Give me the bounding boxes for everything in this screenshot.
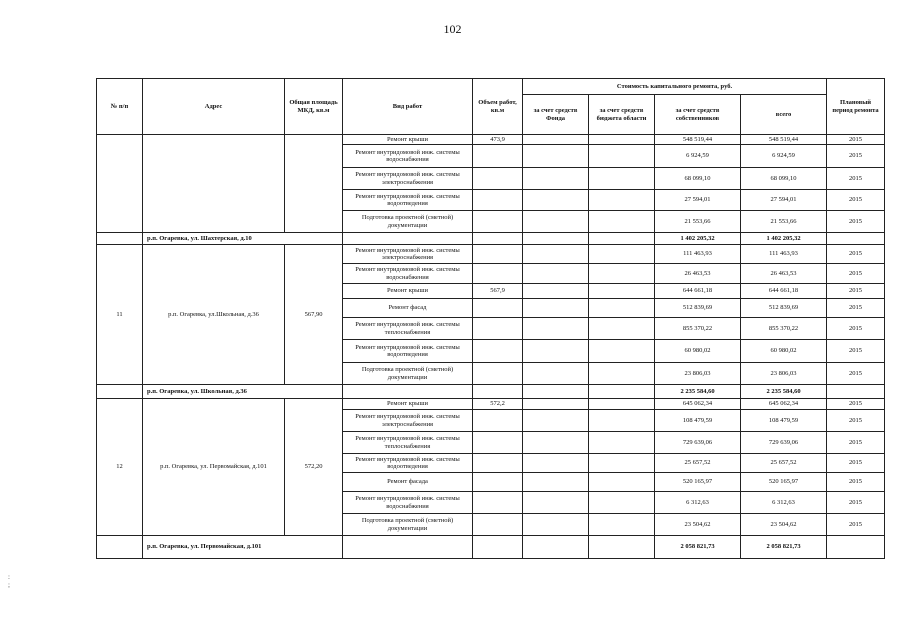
margin-scan-mark: : ; [8, 573, 10, 589]
total-cell: 548 519,44 [741, 135, 827, 145]
header-address: Адрес [143, 79, 285, 135]
row-number: 11 [97, 245, 143, 385]
header-cost-group: Стоимость капитального ремонта, руб. [523, 79, 827, 95]
header-total: всего [741, 95, 827, 135]
total-cell: 6 312,63 [741, 492, 827, 514]
year-cell: 2015 [827, 284, 885, 299]
header-volume: Объем работ, кв.м [473, 79, 523, 135]
capital-repair-table [96, 78, 885, 559]
owners-cell: 111 463,93 [655, 245, 741, 264]
subtotal-owners: 2 058 821,73 [655, 536, 741, 559]
total-cell: 520 165,97 [741, 473, 827, 492]
work-cell: Ремонт внутридомовой инж. системы электроснабжения [343, 168, 473, 190]
total-cell: 60 980,02 [741, 340, 827, 363]
owners-cell: 68 099,10 [655, 168, 741, 190]
owners-cell: 21 553,66 [655, 211, 741, 233]
owners-cell: 548 519,44 [655, 135, 741, 145]
subtotal-row [97, 536, 885, 559]
total-cell: 25 657,52 [741, 454, 827, 473]
owners-cell: 23 504,62 [655, 514, 741, 536]
subtotal-owners: 2 235 584,60 [655, 385, 741, 399]
owners-cell: 26 463,53 [655, 264, 741, 284]
year-cell: 2015 [827, 454, 885, 473]
year-cell: 2015 [827, 492, 885, 514]
owners-cell: 23 806,03 [655, 363, 741, 385]
area-cell: 567,90 [285, 245, 343, 385]
subtotal-row [97, 233, 885, 245]
total-cell: 23 806,03 [741, 363, 827, 385]
total-cell: 729 639,06 [741, 432, 827, 454]
total-cell: 23 504,62 [741, 514, 827, 536]
owners-cell: 6 312,63 [655, 492, 741, 514]
work-cell: Подготовка проектной (сметной) документации [343, 514, 473, 536]
year-cell: 2015 [827, 363, 885, 385]
work-cell: Ремонт внутридомовой инж. системы теплоснабжения [343, 318, 473, 340]
subtotal-owners: 1 402 205,32 [655, 233, 741, 245]
total-cell: 644 661,18 [741, 284, 827, 299]
work-cell: Ремонт крыши [343, 135, 473, 145]
page-number: 102 [443, 22, 462, 36]
work-cell: Ремонт фасада [343, 473, 473, 492]
owners-cell: 108 479,59 [655, 410, 741, 432]
header-num: № п/п [97, 79, 143, 135]
owners-cell: 855 370,22 [655, 318, 741, 340]
subtotal-name: р.п. Огаревка, ул. Первомайская, д.101 [143, 536, 343, 559]
work-cell: Подготовка проектной (сметной) документации [343, 363, 473, 385]
owners-cell: 520 165,97 [655, 473, 741, 492]
work-cell: Ремонт внутридомовой инж. системы водоснабжения [343, 264, 473, 284]
header-work-type: Вид работ [343, 79, 473, 135]
year-cell: 2015 [827, 245, 885, 264]
year-cell: 2015 [827, 399, 885, 410]
volume-cell: 572,2 [473, 399, 523, 410]
owners-cell: 25 657,52 [655, 454, 741, 473]
work-cell: Ремонт крыши [343, 399, 473, 410]
work-cell: Ремонт внутридомовой инж. системы водоотведения [343, 340, 473, 363]
total-cell: 111 463,93 [741, 245, 827, 264]
year-cell: 2015 [827, 410, 885, 432]
subtotal-name: р.п. Огаревка, ул. Шахтерская, д.10 [143, 233, 343, 245]
volume-cell: 473,9 [473, 135, 523, 145]
owners-cell: 645 062,34 [655, 399, 741, 410]
header-regional: за счет средств бюджета области [589, 95, 655, 135]
area-cell: 572,20 [285, 399, 343, 536]
header-period: Плановый период ремонта [827, 79, 885, 135]
header-area: Общая площадь МКД, кв.м [285, 79, 343, 135]
total-cell: 645 062,34 [741, 399, 827, 410]
owners-cell: 729 639,06 [655, 432, 741, 454]
work-cell: Ремонт фасад [343, 299, 473, 318]
year-cell: 2015 [827, 264, 885, 284]
address-cell: р.п. Огаревка, ул. Первомайская, д.101 [143, 399, 285, 536]
owners-cell: 6 924,59 [655, 145, 741, 168]
total-cell: 27 594,01 [741, 190, 827, 211]
year-cell: 2015 [827, 432, 885, 454]
owners-cell: 27 594,01 [655, 190, 741, 211]
volume-cell: 567,9 [473, 284, 523, 299]
year-cell: 2015 [827, 318, 885, 340]
total-cell: 6 924,59 [741, 145, 827, 168]
year-cell: 2015 [827, 211, 885, 233]
work-cell: Ремонт внутридомовой инж. системы водоснабжения [343, 145, 473, 168]
owners-cell: 644 661,18 [655, 284, 741, 299]
table-row [97, 245, 885, 264]
year-cell: 2015 [827, 190, 885, 211]
year-cell: 2015 [827, 340, 885, 363]
work-cell: Ремонт внутридомовой инж. системы теплоснабжения [343, 432, 473, 454]
total-cell: 512 839,69 [741, 299, 827, 318]
row-number: 12 [97, 399, 143, 536]
year-cell: 2015 [827, 514, 885, 536]
table-row [97, 135, 885, 145]
address-cell: р.п. Огаревка, ул.Школьная, д.36 [143, 245, 285, 385]
total-cell: 855 370,22 [741, 318, 827, 340]
header-owners: за счет средств собственников [655, 95, 741, 135]
header-fund: за счет средств Фонда [523, 95, 589, 135]
owners-cell: 512 839,69 [655, 299, 741, 318]
total-cell: 26 463,53 [741, 264, 827, 284]
work-cell: Ремонт внутридомовой инж. системы водоснабжения [343, 492, 473, 514]
work-cell: Ремонт крыши [343, 284, 473, 299]
work-cell: Ремонт внутридомовой инж. системы электроснабжения [343, 245, 473, 264]
year-cell: 2015 [827, 299, 885, 318]
total-cell: 21 553,66 [741, 211, 827, 233]
work-cell: Подготовка проектной (сметной) документации [343, 211, 473, 233]
table-row [97, 399, 885, 410]
year-cell: 2015 [827, 145, 885, 168]
subtotal-row [97, 385, 885, 399]
total-cell: 108 479,59 [741, 410, 827, 432]
work-cell: Ремонт внутридомовой инж. системы водоотведения [343, 454, 473, 473]
owners-cell: 60 980,02 [655, 340, 741, 363]
total-cell: 68 099,10 [741, 168, 827, 190]
year-cell: 2015 [827, 473, 885, 492]
work-cell: Ремонт внутридомовой инж. системы водоотведения [343, 190, 473, 211]
subtotal-total: 2 058 821,73 [741, 536, 827, 559]
year-cell: 2015 [827, 135, 885, 145]
work-cell: Ремонт внутридомовой инж. системы электроснабжения [343, 410, 473, 432]
year-cell: 2015 [827, 168, 885, 190]
subtotal-total: 1 402 205,32 [741, 233, 827, 245]
subtotal-name: р.п. Огаревка, ул. Школьная, д.36 [143, 385, 343, 399]
subtotal-total: 2 235 584,60 [741, 385, 827, 399]
